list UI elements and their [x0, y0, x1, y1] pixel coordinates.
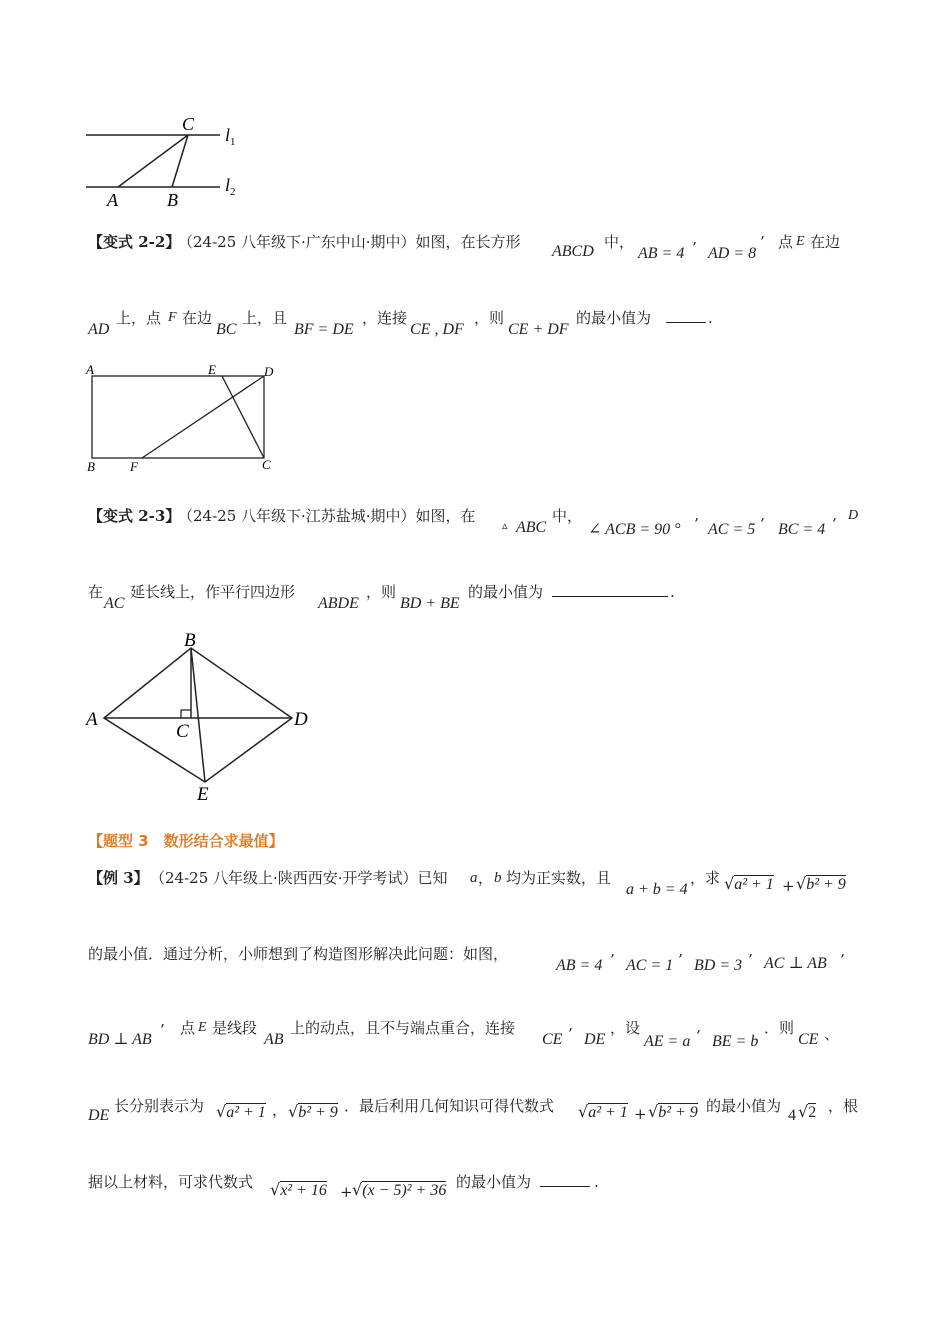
- text-dun: 、: [824, 1025, 840, 1043]
- math-CE: CE: [542, 1031, 563, 1048]
- variant-2-2-source: （24-25 八年级下·广东中山·期中）如图，在长方形: [178, 233, 521, 251]
- label-E: E: [197, 784, 209, 805]
- math-DE-2: DE: [88, 1107, 110, 1124]
- text-set: ，设: [610, 1019, 641, 1037]
- answer-blank-2-2[interactable]: [666, 308, 706, 328]
- right-angle-mark: [181, 710, 191, 718]
- variant-2-3-source: （24-25 八年级下·江苏盐城·期中）如图，在: [178, 507, 476, 525]
- text-period-finally: ．最后利用几何知识可得代数式: [344, 1097, 555, 1115]
- segment-BC: [172, 135, 188, 187]
- segment-BE: [191, 648, 205, 782]
- math-BD-3: BD = 3: [694, 957, 743, 974]
- radical-sqrt-a2-1: √a² + 1: [216, 1102, 266, 1121]
- math-AD-8: AD = 8: [708, 245, 757, 262]
- label-B: B: [87, 459, 95, 474]
- section-heading-type-3: 【题型 3 数形结合求最值】: [88, 832, 284, 850]
- math-AE-a: AE = a: [644, 1033, 691, 1050]
- example-3-line-5: 据以上材料，可求代数式: [88, 1173, 254, 1191]
- figure-rectangle: [84, 362, 284, 477]
- math-BF-DE: BF = DE: [294, 321, 354, 338]
- text-then: ．则: [764, 1019, 795, 1037]
- example-3-tag: 【例 3】: [88, 869, 149, 887]
- text-point-prefix: ’: [160, 1021, 165, 1039]
- text-on-and: 上，且: [242, 309, 288, 327]
- example-3-line-2: 的最小值．通过分析，小师想到了构造图形解决此问题：如图，: [88, 945, 509, 963]
- label-C: C: [176, 721, 189, 742]
- text-moving-point: 上的动点，且不与端点重合，连接: [290, 1019, 516, 1037]
- radical-sqrt-b2-9: √b² + 9: [796, 874, 846, 893]
- text-min-value: 的最小值为: [576, 309, 652, 327]
- answer-blank-2-3[interactable]: [552, 582, 668, 602]
- math-BC-4: BC = 4: [778, 521, 826, 538]
- math-ABC: ABC: [516, 519, 547, 536]
- comma: ’: [610, 951, 615, 969]
- text-zhong: 中，: [604, 233, 635, 251]
- comma: ，: [272, 1101, 288, 1119]
- comma: ’: [692, 239, 697, 257]
- comma: ’: [694, 515, 699, 533]
- text-min-value: 的最小值为: [468, 583, 544, 601]
- text-then: ，则: [366, 583, 397, 601]
- comma: ’: [832, 515, 837, 533]
- segment-AC: [118, 135, 188, 187]
- label-A: A: [107, 190, 118, 210]
- label-A: A: [86, 362, 94, 377]
- variant-2-2-tag: 【变式 2-2】: [88, 233, 181, 251]
- text-qiu: ，求: [690, 869, 721, 887]
- triangle-symbol: ▵: [502, 519, 508, 532]
- label-C: C: [262, 457, 271, 472]
- radical-sqrt-x2-16: √x² + 16: [270, 1180, 327, 1199]
- answer-blank-example-3[interactable]: [540, 1172, 590, 1192]
- label-B: B: [184, 630, 196, 651]
- period: .: [670, 583, 675, 601]
- math-AB-4: AB = 4: [638, 245, 685, 262]
- text-connect: ，连接: [362, 309, 408, 327]
- math-AC-perp-AB: AC ⊥ AB: [764, 955, 827, 972]
- math-AD: AD: [88, 321, 110, 338]
- label-D: D: [264, 364, 274, 379]
- math-BE-b: BE = b: [712, 1033, 759, 1050]
- label-B: B: [167, 190, 178, 210]
- text-is-segment: 是线段: [212, 1019, 258, 1037]
- text-on-side-2: 在边: [182, 309, 213, 327]
- comma: ’: [696, 1027, 701, 1045]
- example-3-source: （24-25 八年级上·陕西西安·开学考试）已知: [150, 869, 448, 887]
- comma: ’: [760, 515, 765, 533]
- figure-parallel-lines: [82, 115, 252, 210]
- math-a-plus-b: a + b = 4: [626, 881, 688, 898]
- comma: ’: [840, 951, 845, 969]
- math-BC: BC: [216, 321, 237, 338]
- var-E: E: [198, 1020, 207, 1035]
- radical-sqrt-x-5-sq-36: √(x − 5)² + 36: [352, 1180, 447, 1199]
- radical-sqrt-a2-1: √a² + 1: [724, 874, 774, 893]
- label-F: F: [130, 459, 138, 474]
- text-zhong: 中，: [552, 507, 583, 525]
- comma: ’: [678, 951, 683, 969]
- math-BD-perp-AB: BD ⊥ AB: [88, 1031, 152, 1048]
- text-on-side: 在边: [810, 233, 841, 251]
- plus: +: [340, 1183, 353, 1201]
- plus: +: [634, 1105, 647, 1123]
- math-AC: AC: [104, 595, 125, 612]
- math-answer-4: 4: [788, 1107, 796, 1124]
- text-point: 点: [180, 1019, 196, 1037]
- math-ABDE: ABDE: [318, 595, 359, 612]
- text-zai: 在: [88, 583, 104, 601]
- segment-EC: [222, 376, 264, 458]
- radical-sqrt-a2-1: √a² + 1: [578, 1102, 628, 1121]
- comma: ，: [478, 869, 494, 887]
- label-D: D: [294, 709, 308, 730]
- text-min-is: 的最小值为: [706, 1097, 782, 1115]
- math-CE-2: CE: [798, 1031, 819, 1048]
- variant-2-3-tag: 【变式 2-3】: [88, 507, 181, 525]
- text-then: ，则: [474, 309, 505, 327]
- math-angle-ACB: ∠ ACB = 90 °: [588, 521, 681, 538]
- math-CE-DF: CE , DF: [410, 321, 464, 338]
- text-point-E-prefix: ’: [760, 233, 765, 251]
- period: .: [708, 309, 713, 327]
- text-positive: 均为正实数，且: [506, 869, 612, 887]
- text-min-value: 的最小值为: [456, 1173, 532, 1191]
- text-on-point-F: 上，点: [116, 309, 162, 327]
- label-C: C: [182, 114, 195, 134]
- comma: ’: [568, 1025, 573, 1043]
- math-ABCD: ABCD: [552, 243, 594, 260]
- var-a: a: [470, 870, 478, 886]
- text-gen: ，根: [828, 1097, 859, 1115]
- label-l1: $l_1$: [225, 125, 236, 148]
- text-extension: 延长线上，作平行四边形: [130, 583, 296, 601]
- figure-parallelogram: [84, 632, 324, 807]
- radical-sqrt-b2-9: √b² + 9: [648, 1102, 698, 1121]
- math-AC-1: AC = 1: [626, 957, 674, 974]
- var-E: E: [796, 234, 805, 249]
- period: .: [594, 1173, 599, 1191]
- label-E: E: [208, 362, 216, 377]
- label-l2: $l_2$: [225, 175, 236, 198]
- math-AB: AB: [264, 1031, 284, 1048]
- radical-sqrt-b2-9: √b² + 9: [288, 1102, 338, 1121]
- var-b: b: [494, 870, 502, 886]
- label-A: A: [86, 709, 98, 730]
- var-D: D: [848, 508, 859, 523]
- math-CE-plus-DF: CE + DF: [508, 321, 569, 338]
- segment-FD: [142, 376, 264, 458]
- plus: +: [782, 877, 795, 895]
- math-DE: DE: [584, 1031, 606, 1048]
- var-F: F: [168, 310, 177, 325]
- comma: ’: [748, 951, 753, 969]
- rectangle-ABCD: [92, 376, 264, 458]
- math-AB-4: AB = 4: [556, 957, 603, 974]
- math-BD-plus-BE: BD + BE: [400, 595, 460, 612]
- text-length: 长分别表示为: [114, 1097, 205, 1115]
- math-AC-5: AC = 5: [708, 521, 756, 538]
- radical-sqrt-2: √2: [798, 1102, 817, 1121]
- text-point: 点: [778, 233, 794, 251]
